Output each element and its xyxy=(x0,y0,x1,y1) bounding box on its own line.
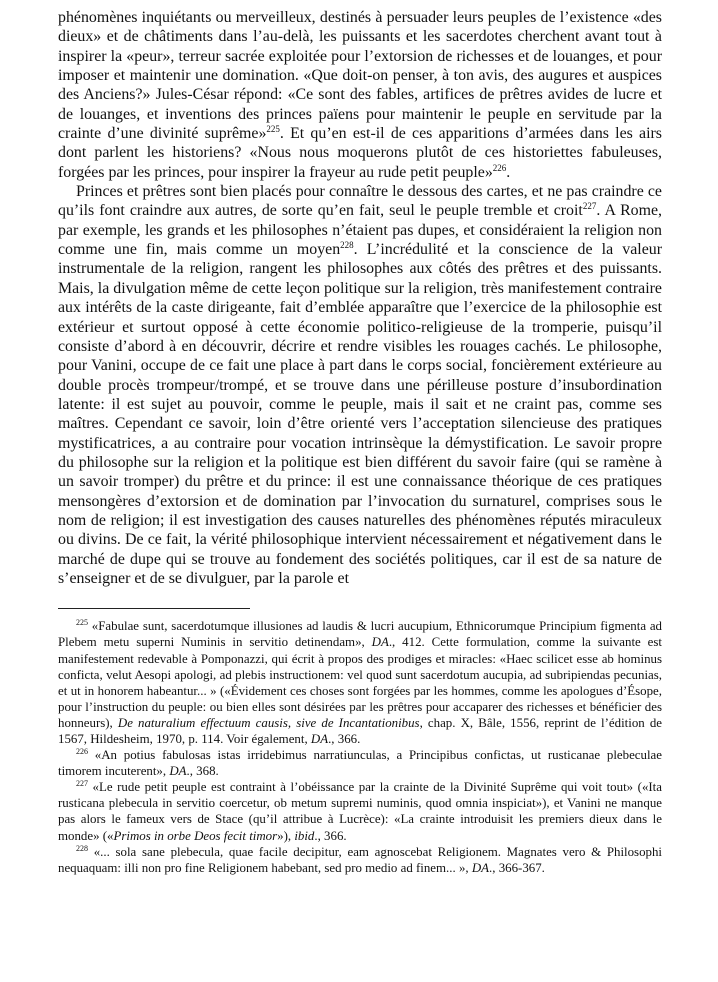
text-run: . L’incrédulité et la conscience de la valeur instrumentale de la religion, rangent les philosophes aux côtés des prêtres et des puissants. Mais, la divulgation même de cette leçon politique sur la religion, très manifestement contraire aux intérêts de la caste dirigeante, fait d’emblée apparaître que l’exercice de la philosophie est extérieur et surtout opposé à cette économie politico-religieuse de la tromperie, puisqu’il consiste d’abord à en découvrir, décrire et rendre visibles les rouages cachés. Le philosophe, pour Vanini, occupe de ce fait une place à part dans le corps social, foncièrement extérieure au double procès trompeur/trompé, et se trouve dans une périlleuse posture d’insubordination latente: il est sujet au pouvoir, comme le peuple, mais il sait et ne craint pas, comme ses maîtres. Cependant ce savoir, loin d’être orienté vers l’acceptation silencieuse des pratiques mystificatrices, a au contraire pour vocation intrinsèque la démystification. Le savoir propre du philosophe sur la religion et la politique est bien différent du savoir faire (qui se ramène à un savoir tromper) du prêtre et du prince: il est une connaissance théorique de ces pratiques mensongères d’extorsion et de domination par l’invocation du surnaturel, comprises sous le nom de religion; il est investigation des causes naturelles des phénomènes réputés miraculeux ou divins. De ce fait, la vérité philosophique intervient nécessairement et négativement dans le marché de dupe qui se trouve au fondement des sociétés politiques, car il est de sa nature de s’enseigner et de se divulguer, par la parole et xyxy=(58,241,662,587)
italic-text: DA xyxy=(471,860,490,875)
footnotes xyxy=(58,618,662,876)
text-run: «Le rude petit peuple est contraint à l’obéissance par la crainte de la Divinité Suprême qui voit tout» («Ita rusticana plebecula in servitio coercetur, ob metum supremi numinis, quod omnia inspiciat»), et Vanini ne manque pas alors le fameux vers de Stace (qu’il attribue à Lucrèce): «La crainte introduisit les premiers dieux dans le monde» (« xyxy=(58,780,662,843)
text-run: »), xyxy=(277,828,295,843)
text-run: . xyxy=(506,163,511,181)
footnote-separator xyxy=(58,608,250,609)
footnote-226 xyxy=(58,747,662,779)
text-run: «An potius fabulosas istas irridebimus narratiunculas, a Principibus confictas, ut rusticanae plebeculae timorem incuterent», xyxy=(58,748,662,779)
text-run: . A Rome, par exemple, les grands et les philosophes n’étaient pas dupes, et considéraient la religion non comme une fin, mais comme un moyen xyxy=(58,202,663,259)
text-run: ., 366. xyxy=(328,731,361,746)
paragraph-2 xyxy=(58,182,662,588)
footnote-227 xyxy=(58,779,662,843)
text-run: «Fabulae sunt, sacerdotumque illusiones ad laudis & lucri aucupium, Ethnicorumque Principium figmenta ad Plebem metu superni Numinis in servitio detinendam», xyxy=(58,619,662,650)
italic-text: DA xyxy=(371,635,389,650)
text-run: «... sola sane plebecula, quae facile decipitur, eam agnoscebat Religionem. Magnates vero & Philosophi nequaquam: illi non pro fine Religionem habebant, sed pro medio ad finem... », xyxy=(58,844,662,875)
text-run: ., 412. Cette formulation, comme la suivante est manifestement redevable à Pomponazzi, qui écrit à propos des prodiges et miracles: «Haec scilicet esse ab hominus conficta, velut Aesopi apologi, ad plebis instructionem: vel quod sunt sacerdotum aucupia, ad subripiendas pecunias, et ut in honorem habeantur... » («Évidement ces choses sont forgées par les hommes, comme les apologues d’Ésope, pour l’instruction du peuple: ou bien elles sont désirées par les prêtres pour accaparer des richesses et bénéficier des honneurs), xyxy=(58,635,662,730)
italic-text: DA xyxy=(169,764,187,779)
italic-text: DA xyxy=(310,731,329,746)
footnote-ref: 225 xyxy=(76,618,88,628)
footnote-ref: 226 xyxy=(76,747,88,757)
footnote-ref: 228 xyxy=(340,240,354,251)
text-run: . Et qu’en est-il de ces apparitions d’armées dans les airs dont parlent les historiens? «Nous nous moquerons plutôt de ces historiettes fabuleuses, forgées par les princes, pour inspirer la frayeur au rude petit peuple» xyxy=(58,125,662,181)
text-run: , chap. X, Bâle, 1556, reprint de l’édition de 1567, Hildesheim, 1970, p. 114. Voir également, xyxy=(58,715,662,746)
footnote-ref: 226 xyxy=(492,162,507,173)
footnote-228 xyxy=(58,844,662,876)
italic-text: De naturalium effectuum causis, sive de Incantationibus xyxy=(117,715,420,730)
footnote-225 xyxy=(58,618,662,747)
main-text xyxy=(58,8,662,588)
italic-text: Primos in orbe Deos fecit timor xyxy=(113,828,278,843)
italic-text: ibid xyxy=(294,828,315,843)
text-run: ., 366. xyxy=(314,828,347,843)
text-run: phénomènes inquiétants ou merveilleux, destinés à persuader leurs peuples de l’existence «des dieux» et de châtiments dans l’au-delà, les puissants et les sacerdotes cherchent avant tout à inspirer la «peur», terreur sacrée exploitée pour l’extorsion de richesses et de louanges, et pour imposer et maintenir une domination. «Que doit-on penser, à ton avis, des augures et auspices des Anciens?» Jules-César répond: «Ce sont des fables, artifices de prêtres avides de lucre et de louanges, et inventions des princes païens pour maintenir le peuple en servitude par la crainte d’une divinité suprême» xyxy=(58,9,662,143)
footnote-ref: 225 xyxy=(266,124,280,135)
footnote-ref: 228 xyxy=(76,843,88,853)
text-run: ., 368. xyxy=(186,764,219,779)
paragraph-1 xyxy=(58,8,662,182)
footnote-ref: 227 xyxy=(76,779,88,789)
document-page xyxy=(58,0,662,876)
text-run: ., 366-367. xyxy=(489,860,545,875)
footnote-ref: 227 xyxy=(582,201,597,212)
text-run: Princes et prêtres sont bien placés pour connaître le dessous des cartes, et ne pas craindre ce qu’ils font craindre aux autres, de sorte qu’en fait, seul le peuple tremble et croit xyxy=(58,183,662,220)
